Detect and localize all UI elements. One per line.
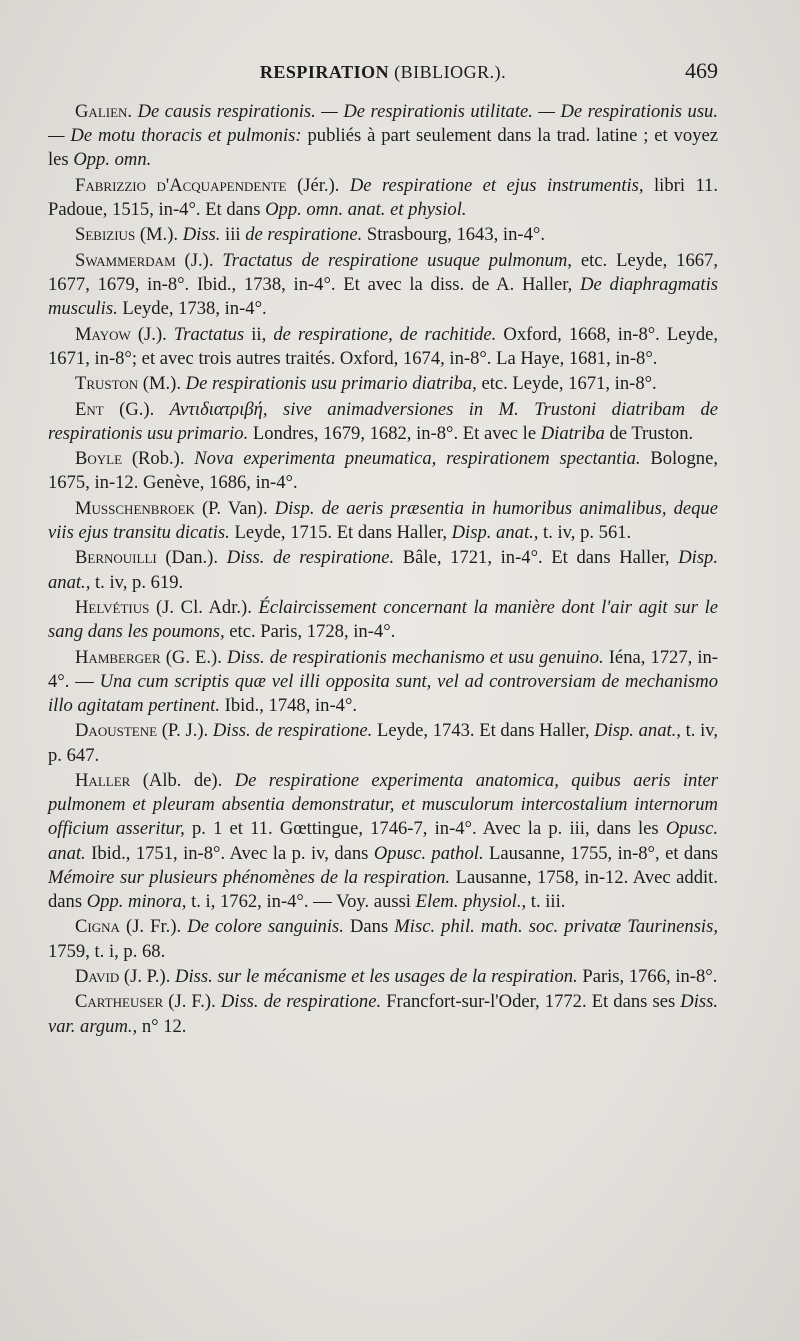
entry-author: Galien: [75, 101, 128, 122]
entry-text: (P. J.).: [157, 720, 213, 742]
entry-title: Opp. minora,: [86, 890, 187, 912]
bibliography-entry: [48, 965, 718, 989]
bibliography-list: [48, 100, 718, 1040]
entry-title: Opusc. pathol.: [373, 842, 484, 864]
entry-text: Leyde, 1743. Et dans Haller,: [372, 720, 595, 742]
entry-title: Disp. anat.,: [451, 521, 539, 543]
entry-text: etc. Leyde, 1671, in-8°.: [476, 373, 657, 395]
entry-text: t. iv, p. 561.: [538, 521, 632, 543]
entry-text: (P. Van).: [194, 497, 275, 519]
bibliography-entry: [48, 447, 718, 495]
entry-author: Swammerdam: [75, 249, 176, 271]
bibliography-entry: [48, 100, 718, 173]
entry-author: Ent: [75, 398, 104, 420]
entry-text: Strasbourg, 1643, in-4°.: [362, 224, 545, 246]
entry-author: David: [75, 965, 120, 987]
entry-title: Diss. de respiratione.: [220, 991, 382, 1013]
entry-title: Opp. omn.: [73, 149, 152, 171]
bibliography-entry: [48, 719, 718, 767]
entry-text: (M.).: [138, 373, 186, 395]
entry-title: Diss. sur le mécanisme et les usages de la respiration.: [175, 965, 578, 987]
entry-title: Αντιδιατριβή,: [169, 398, 268, 420]
entry-text: Lausanne, 1758, in-12. Avec addit. dans: [48, 866, 718, 912]
entry-title: Éclaircissement concernant la manière dont l'air agit sur le sang dans les poumons,: [48, 596, 718, 643]
entry-text: 1759, t. i, p. 68.: [48, 940, 166, 962]
entry-title: Opusc. anat.: [48, 818, 718, 864]
entry-title: Diss. de respirationis mechanismo et usu genuino.: [226, 646, 604, 668]
entry-title: Diss. var. argum.,: [48, 991, 718, 1037]
entry-author: Mayow: [75, 323, 131, 345]
entry-title: Disp. anat.,: [48, 547, 718, 593]
entry-text: Lausanne, 1755, in-8°, et dans: [483, 842, 718, 864]
entry-text: .: [127, 101, 138, 122]
entry-title: Misc. phil. math. soc. privatæ Taurinensis,: [394, 916, 718, 938]
entry-text: Leyde, 1738, in-4°.: [117, 298, 267, 320]
entry-text: (Jér.).: [286, 174, 350, 196]
bibliography-entry: [48, 323, 718, 371]
entry-title: Diss. de respiratione.: [226, 547, 395, 569]
entry-text: (Dan.).: [156, 547, 227, 569]
running-title: [48, 62, 718, 83]
entry-text: Ibid., 1751, in-8°. Avec la p. iv, dans: [85, 842, 374, 864]
entry-text: Oxford, 1668, in-8°. Leyde, 1671, in-8°; et avec trois autres traités. Oxford, 1674, in-8°. La Haye, 1681, in-8°.: [48, 323, 719, 369]
page-number: 469: [685, 58, 718, 83]
entry-text: t. i, 1762, in-4°. — Voy. aussi: [186, 890, 416, 912]
entry-title: De respiratione experimenta anatomica, quibus aeris inter pulmonem et pleuram absentia demonstratur, et musculorum intercostalium internorum officium asseritur,: [48, 769, 718, 840]
entry-text: Paris, 1766, in-8°.: [577, 965, 718, 987]
entry-title: sive animadversiones in M. Trustoni diatribam de respirationis usu primario.: [48, 398, 718, 444]
bibliography-entry: [48, 596, 718, 644]
entry-title: Disp. de aeris præsentia in humoribus animalibus, deque viis ejus transitu dicatis.: [48, 497, 718, 543]
bibliography-entry: [48, 646, 718, 719]
entry-text: (J. Fr.).: [119, 916, 188, 938]
entry-text: (J.).: [175, 249, 223, 271]
entry-text: Londres, 1679, 1682, in-8°. Et avec le: [248, 422, 541, 444]
entry-title: Diss. de respiratione.: [212, 720, 373, 742]
bibliography-entry: [48, 398, 718, 446]
entry-text: p. 1 et 11. Gœttingue, 1746-7, in-4°. Avec la p. iii, dans les: [184, 818, 666, 840]
entry-text: Ibid., 1748, in-4°.: [219, 694, 358, 716]
entry-text: t. iv, p. 619.: [90, 571, 184, 593]
entry-text: [268, 399, 283, 420]
entry-author: Boyle: [75, 448, 123, 470]
entry-title: De respiratione et ejus instrumentis,: [349, 174, 644, 196]
bibliography-entry: [48, 915, 718, 963]
entry-text: (J. P.).: [119, 965, 176, 987]
bibliography-entry: [48, 249, 718, 322]
entry-title: Tractatus: [173, 323, 245, 345]
entry-text: etc. Paris, 1728, in-4°.: [224, 621, 396, 643]
entry-text: iii: [220, 224, 246, 246]
entry-text: Dans: [343, 916, 395, 938]
entry-text: (J. Cl. Adr.).: [149, 596, 259, 618]
bibliography-entry: [48, 546, 718, 594]
entry-text: Bologne, 1675, in-12. Genève, 1686, in-4°.: [48, 448, 718, 494]
entry-title: Opp. omn. anat. et physiol.: [265, 199, 467, 220]
entry-title: de respiratione, de rachitide.: [273, 323, 497, 345]
entry-text: n° 12.: [137, 1015, 187, 1037]
entry-text: Francfort-sur-l'Oder, 1772. Et dans ses: [381, 991, 681, 1013]
entry-title: Diatriba: [540, 422, 605, 444]
entry-author: Cartheuser: [75, 991, 164, 1013]
entry-title: De colore sanguinis.: [187, 916, 344, 938]
entry-text: (J. F.).: [163, 991, 221, 1013]
entry-author: Sebizius: [75, 224, 136, 246]
entry-author: Truston: [75, 373, 139, 395]
entry-author: Daoustene: [75, 720, 158, 742]
entry-title: Diss.: [182, 224, 221, 246]
entry-text: Bâle, 1721, in-4°. Et dans Haller,: [394, 547, 679, 569]
bibliography-entry: [48, 174, 718, 222]
entry-text: (Alb. de).: [130, 769, 235, 791]
entry-text: (G. E.).: [160, 646, 227, 668]
bibliography-entry: [48, 769, 718, 914]
bibliography-entry: [48, 497, 718, 545]
bibliography-entry: [48, 990, 718, 1038]
entry-author: Cigna: [75, 916, 120, 938]
entry-title: Elem. physiol.,: [415, 890, 527, 912]
entry-author: Helvétius: [75, 596, 150, 618]
entry-title: Disp. anat.,: [594, 720, 681, 742]
entry-title: Nova experimenta pneumatica, respirationem spectantia.: [194, 448, 641, 470]
entry-title: de respiratione.: [245, 224, 363, 246]
bibliography-entry: [48, 372, 718, 396]
entry-text: Iéna, 1727, in-4°. —: [48, 646, 718, 692]
entry-author: Haller: [75, 769, 131, 791]
entry-text: de Truston.: [604, 422, 694, 444]
entry-text: (Rob.).: [122, 448, 195, 470]
entry-text: (G.).: [103, 398, 170, 420]
entry-text: t. iii.: [526, 890, 566, 912]
entry-author: Hamberger: [75, 646, 161, 668]
entry-title: De causis respirationis. — De respirationis utilitate. — De respirationis usu. — De motu thoracis et pulmonis:: [48, 101, 718, 147]
entry-title: Tractatus de respiratione usuque pulmonum,: [222, 249, 572, 271]
entry-text: t. iv, p. 647.: [48, 720, 719, 766]
running-title-main: RESPIRATION: [259, 62, 390, 82]
entry-author: Fabrizzio d'Acquapendente: [75, 174, 287, 196]
running-title-sub: (BIBLIOGR.).: [394, 62, 507, 82]
entry-author: Bernouilli: [75, 547, 157, 569]
entry-text: (M.).: [135, 224, 183, 246]
entry-text: etc. Leyde, 1667, 1677, 1679, in-8°. Ibid., 1738, in-4°. Et avec la diss. de A. Haller,: [48, 249, 718, 295]
entry-author: Musschenbroek: [75, 497, 195, 519]
entry-title: Mémoire sur plusieurs phénomènes de la respiration.: [48, 866, 451, 888]
entry-title: De diaphragmatis musculis.: [48, 273, 718, 320]
entry-text: ii,: [244, 323, 274, 345]
entry-title: Una cum scriptis quæ vel illi opposita sunt, vel ad controversiam de mechanismo illo agitatam pertinent.: [48, 670, 718, 716]
bibliography-entry: [48, 223, 718, 247]
entry-text: Leyde, 1715. Et dans Haller,: [229, 521, 452, 543]
page-header: [48, 58, 718, 92]
entry-text: (J.).: [130, 323, 174, 345]
entry-text: publiés à part seulement dans la trad. latine ; et voyez les: [48, 125, 718, 171]
entry-title: De respirationis usu primario diatriba,: [185, 373, 477, 395]
entry-text: libri 11. Padoue, 1515, in-4°. Et dans: [48, 174, 718, 220]
